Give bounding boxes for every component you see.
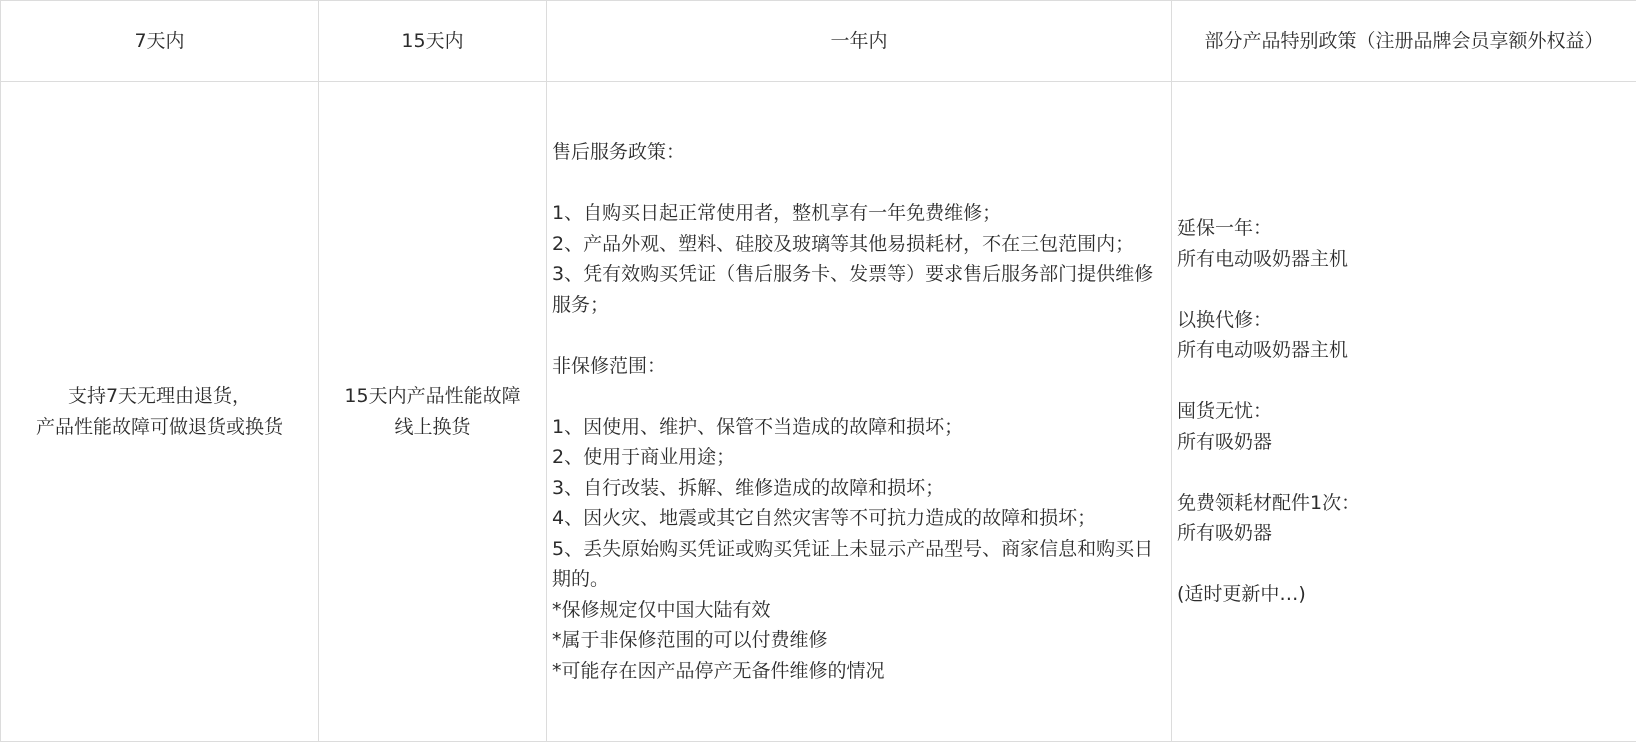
table-header-row <box>1 1 1636 82</box>
special-item-title: 囤货无忧： <box>1177 400 1273 423</box>
header-7-days: 7天内 <box>1 1 319 82</box>
exclusion-item: 1、因使用、维护、保管不当造成的故障和损坏； <box>552 415 964 438</box>
spacer <box>1177 549 1632 580</box>
exclusion-item: 4、因火灾、地震或其它自然灾害等不可抗力造成的故障和损坏； <box>552 507 1097 529</box>
header-special-policy: 部分产品特别政策（注册品牌会员享额外权益） <box>1172 1 1636 82</box>
cell-7-days <box>1 82 319 742</box>
return-policy-line-2: 产品性能故障可做退货或换货 <box>35 415 283 438</box>
exclusion-item: 2、使用于商业用途； <box>552 446 736 468</box>
spacer <box>1177 274 1632 305</box>
return-policy-line-1: 支持7天无理由退货， <box>67 384 252 407</box>
special-item-title: 以换代修： <box>1177 308 1273 331</box>
spacer <box>552 320 1167 351</box>
exclusion-item: 3、自行改装、拆解、维修造成的故障和损坏； <box>552 476 945 499</box>
special-item-scope: 所有电动吸奶器主机 <box>1177 247 1349 270</box>
special-item-scope: 所有吸奶器 <box>1177 430 1273 453</box>
header-1-year: 一年内 <box>547 1 1172 82</box>
update-note: (适时更新中…) <box>1177 583 1306 606</box>
spacer <box>1177 457 1632 488</box>
service-item: 2、产品外观、塑料、硅胶及玻璃等其他易损耗材，不在三包范围内； <box>552 232 1135 255</box>
spacer <box>1177 366 1632 397</box>
header-15-days: 15天内 <box>319 1 547 82</box>
service-item: 1、自购买日起正常使用者，整机享有一年免费维修； <box>552 202 1002 224</box>
service-item: 3、凭有效购买凭证（售后服务卡、发票等）要求售后服务部门提供维修服务； <box>552 263 1154 316</box>
service-policy-title: 售后服务政策： <box>552 141 686 163</box>
exclusion-item: 5、丢失原始购买凭证或购买凭证上未显示产品型号、商家信息和购买日期的。 <box>552 537 1154 590</box>
special-item-title: 免费领耗材配件1次： <box>1177 491 1361 514</box>
note-item: *保修规定仅中国大陆有效 <box>552 598 771 621</box>
spacer <box>552 168 1167 199</box>
special-item-scope: 所有吸奶器 <box>1177 522 1273 545</box>
cell-1-year <box>547 82 1172 742</box>
note-item: *可能存在因产品停产无备件维修的情况 <box>552 659 885 682</box>
table-row <box>1 82 1636 742</box>
special-item-scope: 所有电动吸奶器主机 <box>1177 339 1349 362</box>
note-item: *属于非保修范围的可以付费维修 <box>552 629 828 651</box>
spacer <box>552 381 1167 412</box>
exchange-policy-line-1: 15天内产品性能故障 <box>344 384 521 407</box>
special-item-title: 延保一年： <box>1177 217 1273 240</box>
exchange-policy-line-2: 线上换货 <box>394 415 471 438</box>
cell-15-days <box>319 82 547 742</box>
cell-special-policy <box>1172 82 1636 742</box>
exclusion-title: 非保修范围： <box>552 354 667 377</box>
